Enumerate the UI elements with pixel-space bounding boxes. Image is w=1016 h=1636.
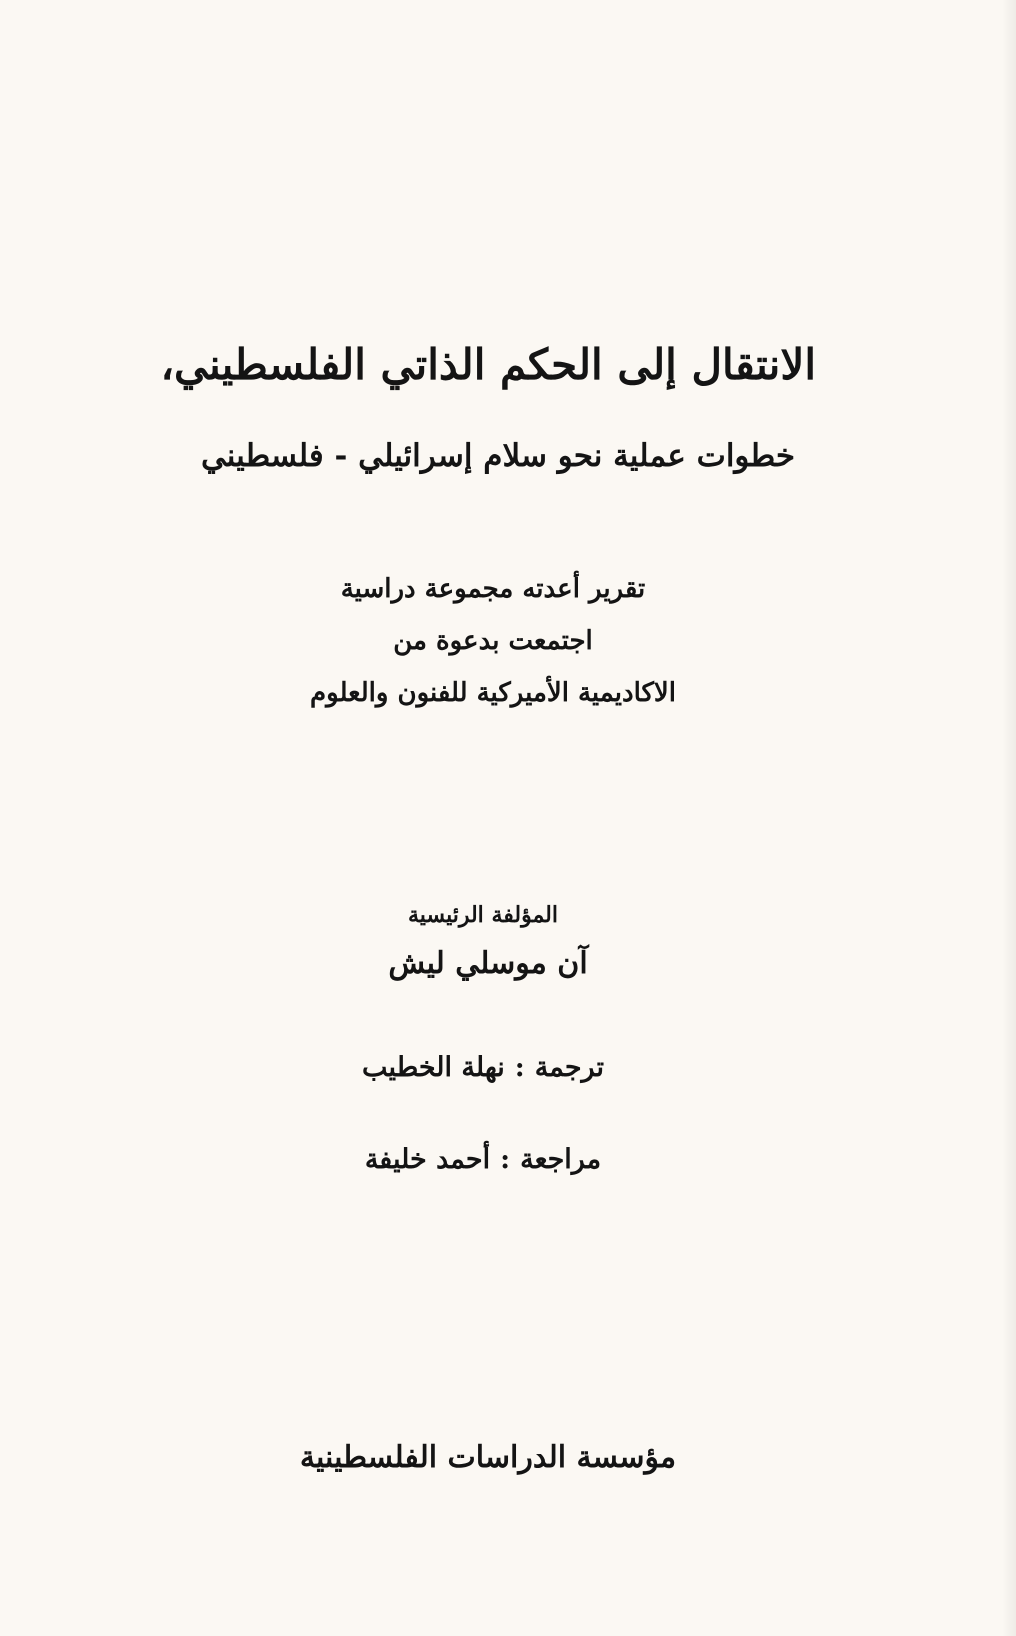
report-line-1: تقرير أعدته مجموعة دراسية xyxy=(340,574,646,604)
author-name: آن موسلي ليش xyxy=(388,946,588,981)
review-credit xyxy=(330,1144,636,1175)
translation-credit xyxy=(330,1052,636,1083)
reviewer-name: أحمد خليفة xyxy=(364,1144,491,1175)
translation-separator: : xyxy=(514,1052,525,1083)
review-separator: : xyxy=(500,1144,511,1175)
author-label: المؤلفة الرئيسية xyxy=(408,902,558,928)
translator-name: نهلة الخطيب xyxy=(362,1052,505,1083)
report-line-2: اجتمعت بدعوة من xyxy=(393,626,593,656)
publisher-name: مؤسسة الدراسات الفلسطينية xyxy=(299,1440,677,1475)
book-title: الانتقال إلى الحكم الذاتي الفلسطيني، xyxy=(160,340,816,389)
page-edge-shadow xyxy=(1002,0,1016,1636)
translation-label: ترجمة xyxy=(534,1052,604,1083)
review-label: مراجعة xyxy=(520,1144,602,1175)
book-subtitle: خطوات عملية نحو سلام إسرائيلي - فلسطيني xyxy=(200,438,796,474)
report-line-3: الاكاديمية الأميركية للفنون والعلوم xyxy=(310,678,676,708)
